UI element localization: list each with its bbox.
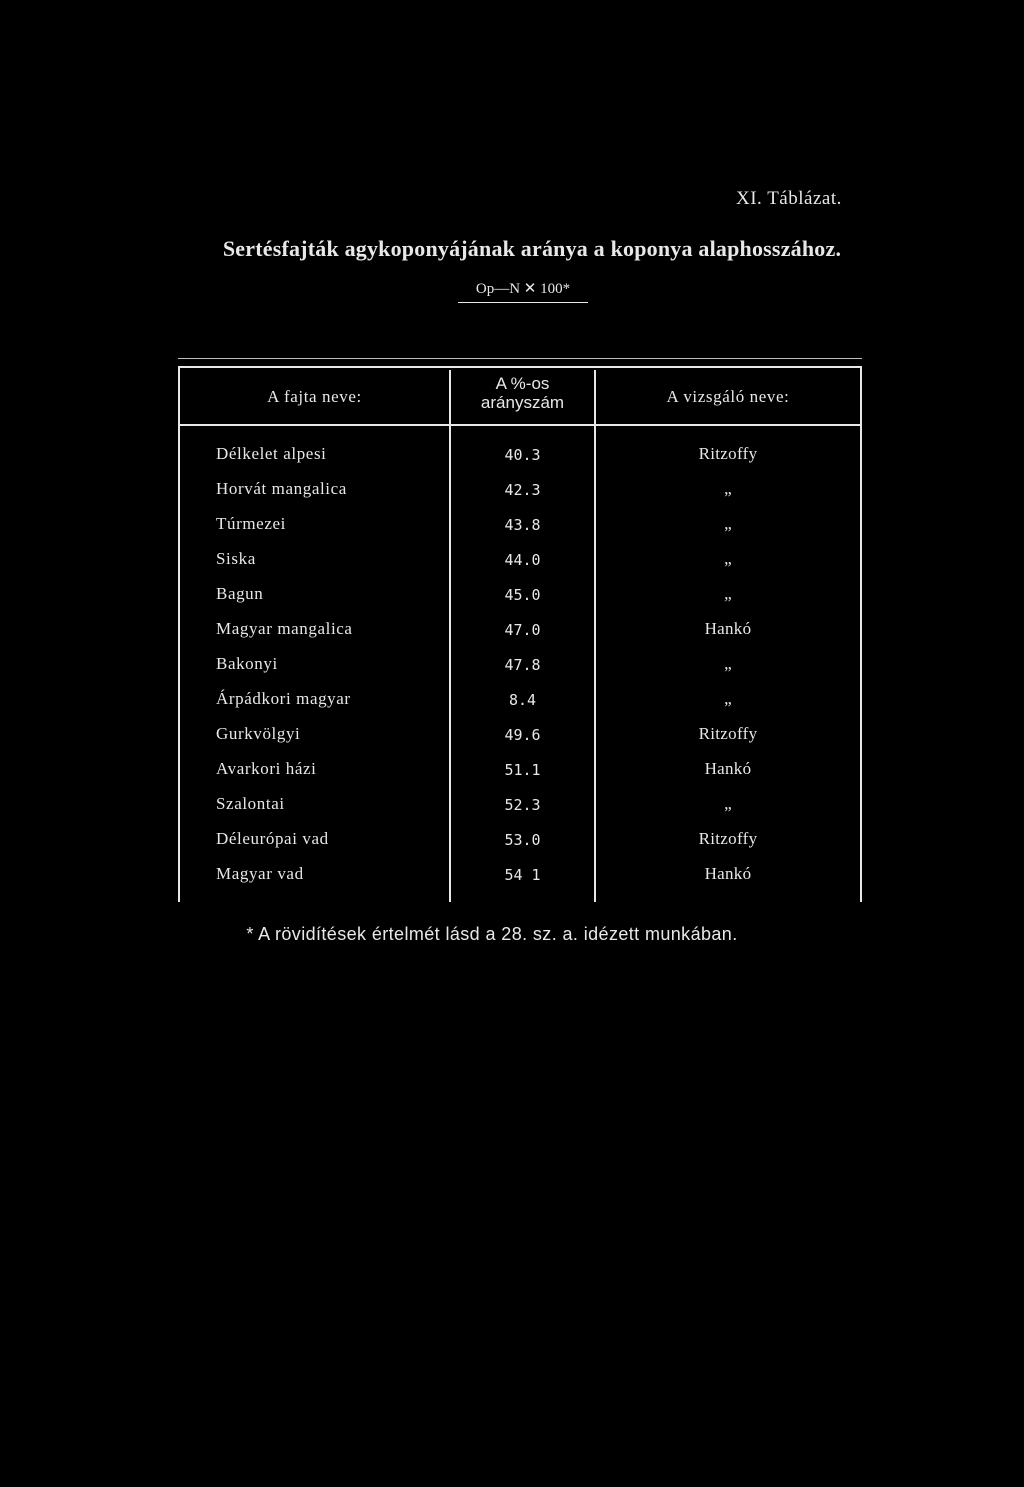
header-ratio-line2: arányszám <box>480 393 565 412</box>
header-separator <box>178 424 862 426</box>
ratio-cell: 49.6 <box>504 726 541 744</box>
examiner-cell: „ <box>724 479 732 498</box>
examiner-cell: „ <box>724 794 732 813</box>
footnote: * A rövidítések értelmét lásd a 28. sz. a. idézett munkában. <box>246 924 738 944</box>
breed-cell: Magyar vad <box>216 864 304 883</box>
table-row <box>180 717 860 752</box>
table-row <box>180 437 860 472</box>
ratio-cell: 51.1 <box>504 761 541 779</box>
breed-cell: Árpádkori magyar <box>216 689 351 708</box>
examiner-cell: Hankó <box>704 864 752 883</box>
breed-cell: Avarkori házi <box>216 759 317 778</box>
examiner-cell: Ritzoffy <box>698 724 758 743</box>
breed-cell: Bakonyi <box>216 654 278 673</box>
ratio-cell: 47.0 <box>504 621 541 639</box>
table-row <box>180 752 860 787</box>
table-row <box>180 822 860 857</box>
table-row <box>180 612 860 647</box>
table-row <box>180 682 860 717</box>
examiner-cell: „ <box>724 549 732 568</box>
header-ratio <box>451 374 594 412</box>
breed-cell: Magyar mangalica <box>216 619 353 638</box>
breed-cell: Déleurópai vad <box>216 829 329 848</box>
examiner-cell: „ <box>724 514 732 533</box>
ratio-cell: 40.3 <box>504 446 541 464</box>
examiner-cell: „ <box>724 689 732 708</box>
ratio-cell: 47.8 <box>504 656 541 674</box>
table-body <box>180 437 860 892</box>
table-row <box>180 787 860 822</box>
ratio-cell: 43.8 <box>504 516 541 534</box>
table-row <box>180 647 860 682</box>
examiner-cell: Hankó <box>704 619 752 638</box>
table-row <box>180 507 860 542</box>
breed-cell: Délkelet alpesi <box>216 444 327 463</box>
header-examiner: A vizsgáló neve: <box>666 387 790 406</box>
ratio-cell: 52.3 <box>504 796 541 814</box>
table-row <box>180 472 860 507</box>
table-row <box>180 577 860 612</box>
table-row <box>180 542 860 577</box>
examiner-cell: Ritzoffy <box>698 444 758 463</box>
page-title: Sertésfajták agykoponyájának aránya a koponya alaphosszához. <box>222 236 842 261</box>
header-breed: A fajta neve: <box>267 387 362 406</box>
top-rule <box>178 358 862 359</box>
ratio-cell: 53.0 <box>504 831 541 849</box>
breed-cell: Horvát mangalica <box>216 479 347 498</box>
table-number: XI. Táblázat. <box>736 188 842 209</box>
breed-cell: Gurkvölgyi <box>216 724 301 743</box>
breed-cell: Szalontai <box>216 794 285 813</box>
header-ratio-line1: A %-os <box>495 374 550 393</box>
ratio-cell: 42.3 <box>504 481 541 499</box>
ratio-cell: 8.4 <box>508 691 537 709</box>
ratio-cell: 45.0 <box>504 586 541 604</box>
breed-cell: Siska <box>216 549 256 568</box>
breed-cell: Túrmezei <box>216 514 286 533</box>
ratio-cell: 54 1 <box>504 866 541 884</box>
examiner-cell: Ritzoffy <box>698 829 758 848</box>
examiner-cell: „ <box>724 584 732 603</box>
ratio-cell: 44.0 <box>504 551 541 569</box>
breed-cell: Bagun <box>216 584 264 603</box>
formula: Op—N ✕ 100* <box>458 279 588 303</box>
examiner-cell: „ <box>724 654 732 673</box>
examiner-cell: Hankó <box>704 759 752 778</box>
table-row <box>180 857 860 892</box>
